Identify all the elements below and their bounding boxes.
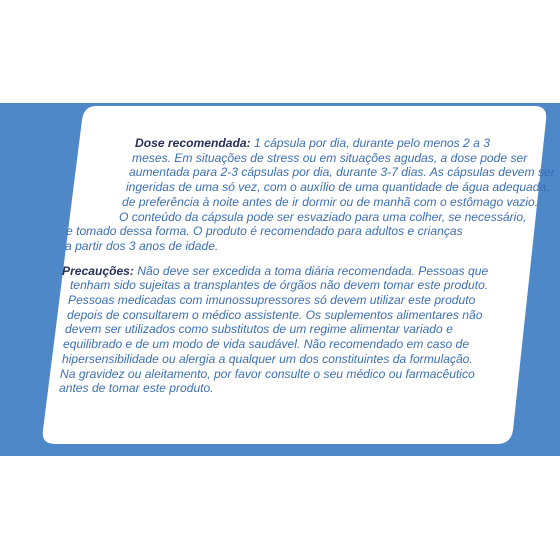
dose-line-1: Dose recomendada: 1 cápsula por dia, durante pelo menos 2 a 3 (135, 136, 490, 150)
precautions-line-8: Na gravidez ou aleitamento, por favor consulte o seu médico ou farmacêutico (60, 366, 475, 381)
precautions-line-9: antes de tomar este produto. (59, 381, 214, 396)
precautions-line-2: tenham sido sujeitas a transplantes de órgãos não devem tomar este produto. (70, 278, 489, 293)
dose-line-5: de preferência à noite antes de ir dormir ou de manhã com o estômago vazio. (122, 194, 539, 209)
precautions-line-6: equilibrado e de um modo de vida saudável. Não recomendado em caso de (63, 337, 470, 352)
dose-line-3: aumentada para 2-3 cápsulas por dia, durante 3-7 dias. As cápsulas devem ser (129, 165, 555, 180)
precautions-line-3: Pessoas medicadas com imunossupressores só devem utilizar este produto (68, 293, 476, 308)
precautions-line-7: hipersensibilidade ou alergia a qualquer um dos constituintes da formulação. (62, 351, 473, 366)
precautions-line-4: depois de consultarem o médico assistente. Os suplementos alimentares não (67, 307, 483, 322)
dose-line-7: e tomado dessa forma. O produto é recomendado para adultos e crianças (66, 224, 463, 239)
precautions-line-5: devem ser utilizados como substitutos de um regime alimentar variado e (65, 322, 453, 337)
precautions-line-1: Precauções: Não deve ser excedida a toma diária recomendada. Pessoas que (62, 263, 489, 278)
dose-heading: Dose recomendada: (135, 136, 251, 150)
dose-line-6: O conteúdo da cápsula pode ser esvaziado para uma colher, se necessário, (119, 209, 527, 224)
product-info-text (59, 136, 555, 396)
dose-line-2: meses. Em situações de stress ou em situações agudas, a dose pode ser (132, 150, 528, 165)
precautions-heading: Precauções: (62, 263, 134, 278)
dose-line-8: a partir dos 3 anos de idade. (65, 238, 219, 253)
dose-line-4: ingeridas de uma só vez, com o auxílio de uma quantidade de água adequada, (126, 180, 550, 195)
